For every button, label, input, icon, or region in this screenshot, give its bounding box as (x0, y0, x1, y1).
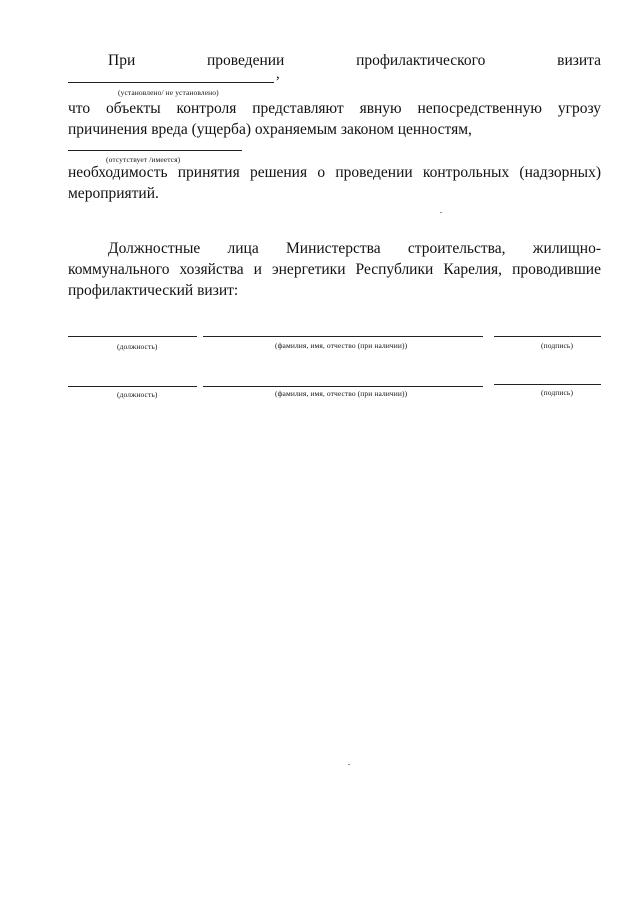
threat-paragraph: что объекты контроля представляют явную непосредственную угрозу причинения вреда (ущерба) охраняемым законом ценностям, (68, 100, 601, 138)
full-name-field[interactable] (203, 374, 483, 387)
status-blank-caption: (установлено/ не установлено) (118, 88, 219, 97)
position-caption: (должность) (117, 390, 158, 399)
scan-speck (348, 764, 350, 765)
decision-paragraph: необходимость принятия решения о проведении контрольных (надзорных) мероприятий. (68, 164, 601, 202)
intro-word-3: профилактического (356, 52, 486, 69)
scan-speck (440, 212, 442, 213)
signature-caption: (подпись) (541, 388, 574, 397)
position-field[interactable] (68, 374, 197, 387)
intro-word-2: проведении (206, 52, 285, 69)
necessity-blank-caption: (отсутствует /имеется) (106, 155, 181, 164)
necessity-blank-line[interactable] (68, 138, 242, 151)
position-field[interactable] (68, 324, 197, 337)
full-name-caption: (фамилия, имя, отчество (при наличии)) (275, 389, 408, 398)
intro-word-1: При (108, 52, 136, 69)
full-name-field[interactable] (203, 324, 483, 337)
officials-paragraph: Должностные лица Министерства строительства, жилищно-коммунального хозяйства и энергетики Республики Карелия, проводившие профилактический визит: (68, 240, 601, 299)
signature-caption: (подпись) (541, 341, 574, 350)
status-blank-line[interactable] (68, 70, 274, 83)
signature-field[interactable] (494, 324, 601, 337)
status-blank-comma: , (276, 66, 280, 82)
full-name-caption: (фамилия, имя, отчество (при наличии)) (275, 341, 408, 350)
signature-field[interactable] (494, 372, 601, 385)
position-caption: (должность) (117, 342, 158, 351)
intro-word-4: визита (557, 52, 601, 69)
intro-line (68, 52, 601, 70)
